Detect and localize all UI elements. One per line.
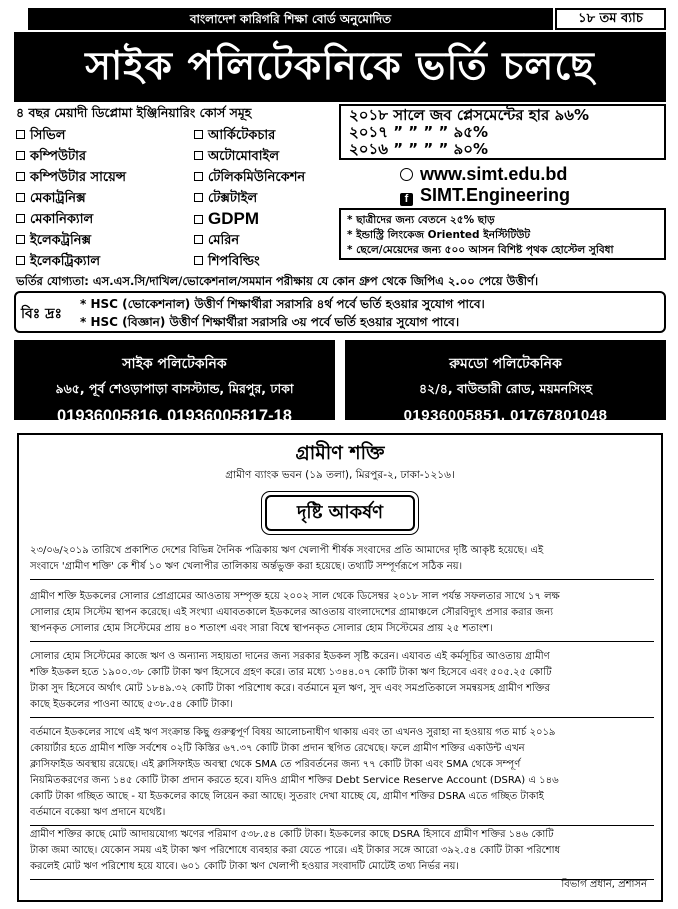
polytechnic-admission-ad bbox=[14, 8, 666, 425]
paragraph-line: সংবাদে 'গ্রামীণ শক্তি' কে শীর্ষ ১০ ঋণ খেলাপীর তালিকায় অর্ন্তভুক্ত করা হয়েছে। তথ্যটি সম্পূর্ণরূপে সঠিক নয়। bbox=[30, 561, 463, 572]
paragraph-line: কাছে ইডকলের পাওনা আছে ৫৩৮.৫৪ কোটি টাকা। bbox=[30, 699, 233, 710]
campus-name: সাইক পলিটেকনিক bbox=[122, 356, 227, 372]
checkbox-icon bbox=[194, 172, 203, 181]
organization-address: গ্রামীণ ব্যাংক ভবন (১৯ তলা), মিরপুর-২, ঢাকা-১২১৬। bbox=[225, 469, 455, 481]
benefit-item: * ইন্ডাস্ট্রি লিংকেজ Oriented ইনস্টিটিউট bbox=[347, 229, 531, 241]
checkbox-icon bbox=[194, 130, 203, 139]
checkbox-icon bbox=[194, 151, 203, 160]
paragraph-line: বর্তমানে বকেয়া ঋণ প্রদানে যথেষ্ট। bbox=[30, 807, 166, 818]
paragraph-line: গ্রামীণ শক্তি ইডকলের সোলার প্রোগ্রামের আওতায় সম্পৃক্ত হয়ে ২০০২ সাল থেকে ডিসেম্বর ২০১৮ সাল পর্যন্ত সফলতার সাথে ১৭ লক্ষ bbox=[30, 591, 560, 602]
course-item: অটোমোবাইল bbox=[194, 147, 279, 168]
campus-mymensingh bbox=[345, 340, 666, 424]
admission-headline: সাইক পলিটেকনিকে ভর্তি চলছে bbox=[14, 32, 666, 102]
note-box bbox=[14, 291, 666, 333]
campus-phone: 01936005851, 01767801048 bbox=[403, 407, 608, 424]
course-item: মেকানিক্যাল bbox=[16, 210, 93, 231]
eligibility-text: ভর্তির যোগ্যতা: এস.এস.সি/দাখিল/ভোকেশনাল/সমমান পরীক্ষায় যে কোন গ্রুপ থেকে জিপিএ ২.০০ পেয়ে উত্তীর্ণ। bbox=[16, 274, 539, 288]
paragraph-line: ২৩/০৬/২০১৯ তারিখে প্রকাশিত দেশের বিভিন্ন দৈনিক পত্রিকায় ঋণ খেলাপী শীর্ষক সংবাদের প্রতি আমাদের দৃষ্টি আকৃষ্ট হয়েছে। এই bbox=[30, 545, 544, 556]
website-line[interactable] bbox=[400, 164, 567, 185]
organization-name: গ্রামীণ শক্তি bbox=[295, 442, 385, 464]
placement-line-2016: ২০১৬ ” ” ” ” ৯০% bbox=[349, 140, 489, 158]
checkbox-icon bbox=[16, 256, 25, 265]
course-item: ইলেকট্রিক্যাল bbox=[16, 252, 100, 273]
checkbox-icon bbox=[16, 193, 25, 202]
course-item: টেলিকমিউনিকেশন bbox=[194, 168, 305, 189]
campus-name: রুমডো পলিটেকনিক bbox=[449, 356, 562, 372]
notice-paragraph bbox=[30, 649, 654, 713]
checkbox-icon bbox=[16, 172, 25, 181]
notice-paragraph bbox=[30, 543, 654, 575]
course-item: কম্পিউটার সায়েন্স bbox=[16, 168, 126, 189]
checkbox-icon bbox=[194, 193, 203, 202]
paragraph-line: করলেই মোট ঋণ পরিশোধ হয়ে যাবে। ৬০১ কোটি টাকা ঋণ খেলাপী হওয়ার সংবাদটি মোটেই তথ্য নির্ভর নয়। bbox=[30, 861, 459, 872]
paragraph-line: স্থাপনকৃত সোলার হোম সিস্টেমের প্রায় ৪০ শতাংশ এবং সারা বিশ্বে স্থাপনকৃত সোলার হোম সিস্টেমের প্রায় ২৫ শতাংশ। bbox=[30, 623, 493, 634]
checkbox-icon bbox=[194, 256, 203, 265]
paragraph-line: সোলার হোম সিস্টেমের কাজে ঋণ ও অন্যান্য সহায়তা দানের জন্য সরকার ইডকল সৃষ্টি করেন। এযাবত এই কর্মসূচির আওতায় গ্রামীণ bbox=[30, 651, 550, 662]
paragraph-line: ক্লাসিফাইড অবস্থায় রয়েছে। এই ক্লাসিফাইড অবস্থা থেকে SMA তে পরিবর্তনের জন্য ৭৭ কোটি টাকা এবং SMA থেকে সম্পূর্ণ bbox=[30, 759, 521, 770]
grameen-shakti-notice bbox=[17, 433, 663, 902]
globe-icon bbox=[400, 168, 413, 181]
course-item: কম্পিউটার bbox=[16, 147, 86, 168]
checkbox-icon bbox=[16, 130, 25, 139]
placement-line-2017: ২০১৭ ” ” ” ” ৯৫% bbox=[349, 123, 489, 141]
notice-paragraph bbox=[30, 589, 654, 637]
paragraph-line: শক্তি ইডকল হতে ১৯০০.৩৮ কোটি টাকা ঋণ হিসেবে গ্রহণ করে। তার মধ্যে ১৩৪৪.০৭ কোটি টাকা ঋণ হিসেবে এবং ৫০৫.২৫ কোটি bbox=[30, 667, 552, 678]
paragraph-line: সোলার হোম সিস্টেম স্থাপন করেছে। এই সংখ্যা এযাবতকালে ইডকলের আওতায় বাংলাদেশের গ্রামাঞ্চলে সৌরবিদ্যুৎ প্রসার করার জন্য bbox=[30, 607, 554, 618]
placement-line-2018: ২০১৮ সালে জব প্লেসমেন্টের হার ৯৬% bbox=[349, 106, 589, 124]
facebook-icon: f bbox=[400, 193, 413, 206]
course-item: আর্কিটেকচার bbox=[194, 126, 275, 147]
course-item: GDPM bbox=[194, 209, 259, 229]
signature-line: বিভাগ প্রধান, প্রশাসন bbox=[561, 879, 647, 890]
paragraph-line: কোয়ার্টার হতে গ্রামীণ শক্তি সর্বশেষ ০২টি কিস্তির ৬৭.৩৭ কোটি টাকা প্রদান স্থগিত রেখেছে। ফলে গ্রামীণ শক্তির একাউন্ট এখন bbox=[30, 743, 525, 754]
paragraph-line: বর্তমানে ইডকলের সাথে এই ঋণ সংক্রান্ত কিছু গুরুত্বপূর্ণ বিষয় আলোচনাধীণ থাকায় এবং তা এখনও সুরাহা না হওয়ায় গত মার্চ ২০১৯ bbox=[30, 727, 556, 738]
checkbox-icon bbox=[194, 215, 203, 224]
checkbox-icon bbox=[16, 151, 25, 160]
notice-paragraph bbox=[30, 725, 654, 821]
benefits-box bbox=[339, 208, 666, 260]
paragraph-line: গ্রামীণ শক্তির কাছে মোট আদায়যোগ্য ঋণের পরিমাণ ৫৩৮.৫৪ কোটি টাকা। ইডকলের কাছে DSRA হিসাবে গ্রামীণ শক্তির ১৪৬ কোটি bbox=[30, 829, 554, 840]
paragraph-line: নিয়মিতকরণের জন্য ১৪৫ কোটি টাকা প্রদান করতে হবে। যদিও গ্রামীণ শক্তির Debt Service Reserve Account (DSRA) এ ১৪৬ bbox=[30, 775, 559, 786]
course-item: মেকাট্রনিক্স bbox=[16, 189, 86, 210]
benefit-item: * ছাত্রীদের জন্য বেতনে ২৫% ছাড় bbox=[347, 214, 495, 226]
campus-phone: 01936005816, 01936005817-18 bbox=[57, 407, 292, 425]
checkbox-icon bbox=[16, 214, 25, 223]
course-item: শিপবিল্ডিং bbox=[194, 252, 260, 273]
facebook-link[interactable]: SIMT.Engineering bbox=[420, 185, 571, 205]
note-label: বিঃ দ্রঃ bbox=[21, 306, 62, 322]
benefit-item: * ছেলে/মেয়েদের জন্য ৫০০ আসন বিশিষ্ট পৃথক হোস্টেল সুবিধা bbox=[347, 244, 614, 256]
note-line: * HSC (ভোকেশনাল) উত্তীর্ণ শিক্ষার্থীরা সরাসরি ৪র্থ পর্বে ভর্তি হওয়ার সুযোগ পাবে। bbox=[80, 297, 485, 311]
attention-heading: দৃষ্টি আকর্ষণ bbox=[265, 495, 415, 531]
course-item: ইলেকট্রনিক্স bbox=[16, 231, 91, 252]
course-item: মেরিন bbox=[194, 231, 239, 252]
website-link[interactable]: www.simt.edu.bd bbox=[420, 164, 568, 184]
campus-address: ৯৬৫, পূর্ব শেওড়াপাড়া বাসস্ট্যান্ড, মিরপুর, ঢাকা bbox=[55, 381, 294, 396]
diploma-courses-title: ৪ বছর মেয়াদী ডিপ্লোমা ইঞ্জিনিয়ারিং কোর্স সমূহ bbox=[16, 105, 252, 120]
notice-paragraph bbox=[30, 827, 654, 875]
board-approval-bar: বাংলাদেশ কারিগরি শিক্ষা বোর্ড অনুমোদিত bbox=[28, 8, 553, 30]
course-item: টেক্সটাইল bbox=[194, 189, 257, 210]
paragraph-line: টাকা জমা আছে। যেকোন সময় এই টাকা ঋণ পরিশোধে ব্যবহার করা যেতে পারে। এই টাকার সঙ্গে আরো ৩৯২.৫৪ কোটি টাকা পরিশোধ bbox=[30, 845, 561, 856]
campus-dhaka bbox=[14, 340, 335, 425]
checkbox-icon bbox=[16, 235, 25, 244]
campus-address: ৪২/৪, বাউন্ডারী রোড, ময়মনসিংহ bbox=[418, 381, 593, 396]
paragraph-line: টাকা সুদ হিসেবে অর্থাৎ মোট ১৮৪৯.৩২ কোটি টাকা পরিশোধ করে। বর্তমানে মূল ঋণ, সুদ এবং সমপ্রতিকালে সমন্বয়সহ গ্রামীণ শক্তির bbox=[30, 683, 551, 694]
note-line: * HSC (বিজ্ঞান) উত্তীর্ণ শিক্ষার্থীরা সরাসরি ৩য় পর্বে ভর্তি হওয়ার সুযোগ পাবে। bbox=[80, 315, 460, 329]
facebook-line[interactable] bbox=[400, 185, 570, 206]
checkbox-icon bbox=[194, 235, 203, 244]
batch-badge: ১৮ তম ব্যাচ bbox=[555, 8, 666, 30]
course-item: সিভিল bbox=[16, 126, 65, 147]
paragraph-line: কোটি টাকা গচ্ছিত আছে - যা ইডকলের কাছে লিয়েন করা আছে। সুতরাং দেখা যাচ্ছে যে, গ্রামীণ শক্তির DSRA এতে গচ্ছিত টাকাই bbox=[30, 791, 544, 802]
